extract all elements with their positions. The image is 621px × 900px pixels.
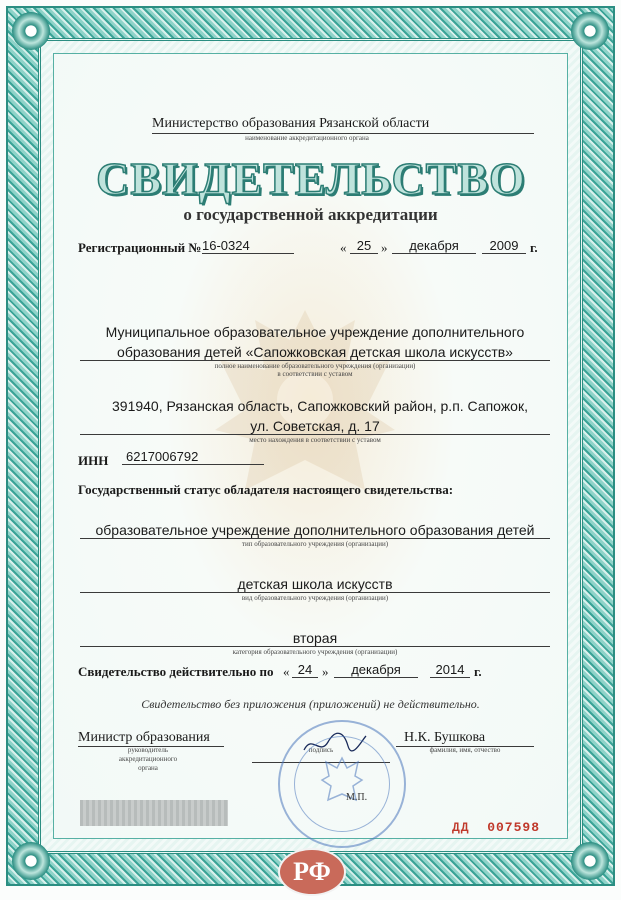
registration-year-suffix: г. bbox=[530, 240, 538, 255]
signature-caption: подпись bbox=[308, 746, 334, 754]
registration-number: 16-0324 bbox=[202, 238, 294, 254]
address-line2: ул. Советская, д. 17 bbox=[80, 418, 550, 435]
rf-emblem: РФ bbox=[278, 848, 346, 896]
organization-caption-2: в соответствии с уставом bbox=[277, 370, 353, 378]
ministry-name: Министерство образования Рязанской области bbox=[152, 116, 534, 134]
registration-month: декабря bbox=[392, 238, 476, 254]
registration-quote-close: » bbox=[381, 240, 388, 255]
institution-type-caption: тип образовательного учреждения (организации) bbox=[241, 540, 389, 548]
organization-name-line2: образования детей «Сапожковская детская школа искусств» bbox=[80, 344, 550, 361]
institution-kind: детская школа искусств bbox=[80, 576, 550, 593]
inn-value: 6217006792 bbox=[122, 449, 264, 465]
inn-label: ИНН bbox=[78, 453, 109, 468]
redacted-area bbox=[80, 800, 228, 826]
attachment-note: Свидетельство без приложения (приложений) не действительно. bbox=[141, 697, 480, 711]
certificate-title: СВИДЕТЕЛЬСТВО bbox=[96, 153, 526, 204]
validity-year-suffix: г. bbox=[474, 664, 482, 679]
registration-day: 25 bbox=[350, 238, 378, 254]
institution-type: образовательное учреждение дополнительного образования детей bbox=[80, 522, 550, 539]
validity-year: 2014 bbox=[430, 662, 470, 678]
registration-quote-open: « bbox=[340, 240, 347, 255]
certificate-subtitle: о государственной аккредитации bbox=[183, 205, 438, 224]
validity-month: декабря bbox=[334, 662, 418, 678]
institution-kind-caption: вид образовательного учреждения (организации) bbox=[241, 594, 389, 602]
ministry-caption: наименование аккредитационного органа bbox=[245, 134, 369, 142]
validity-quote-close: » bbox=[322, 664, 329, 679]
signatory-name: Н.К. Бушкова bbox=[396, 730, 534, 747]
corner-ornament-icon bbox=[12, 12, 50, 50]
address-line1: 391940, Рязанская область, Сапожковский район, р.п. Сапожок, bbox=[112, 398, 528, 414]
position-caption-3: органа bbox=[138, 764, 158, 772]
registration-label: Регистрационный № bbox=[78, 240, 202, 255]
address-caption: место нахождения в соответствии с уставом bbox=[249, 436, 381, 444]
organization-name-line1: Муниципальное образовательное учреждение дополнительного bbox=[105, 324, 525, 340]
name-caption: фамилия, имя, отчество bbox=[429, 746, 501, 754]
status-heading: Государственный статус обладателя настоящего свидетельства: bbox=[78, 482, 454, 497]
institution-category: вторая bbox=[80, 630, 550, 647]
organization-caption-1: полное наименование образовательного учреждения (организации) bbox=[214, 362, 416, 370]
serial-number: ДД 007598 bbox=[452, 820, 541, 835]
institution-category-caption: категория образовательного учреждения (организации) bbox=[232, 648, 398, 656]
registration-year: 2009 bbox=[482, 238, 526, 254]
validity-day: 24 bbox=[292, 662, 318, 678]
corner-ornament-icon bbox=[571, 842, 609, 880]
signatory-position: Министр образования bbox=[78, 730, 224, 747]
position-caption-2: аккредитационного bbox=[118, 755, 178, 763]
position-caption-1: руководитель bbox=[127, 746, 169, 754]
validity-label: Свидетельство действительно по bbox=[78, 664, 274, 679]
validity-quote-open: « bbox=[283, 664, 290, 679]
corner-ornament-icon bbox=[571, 12, 609, 50]
seal-place-label: М.П. bbox=[346, 792, 368, 803]
corner-ornament-icon bbox=[12, 842, 50, 880]
